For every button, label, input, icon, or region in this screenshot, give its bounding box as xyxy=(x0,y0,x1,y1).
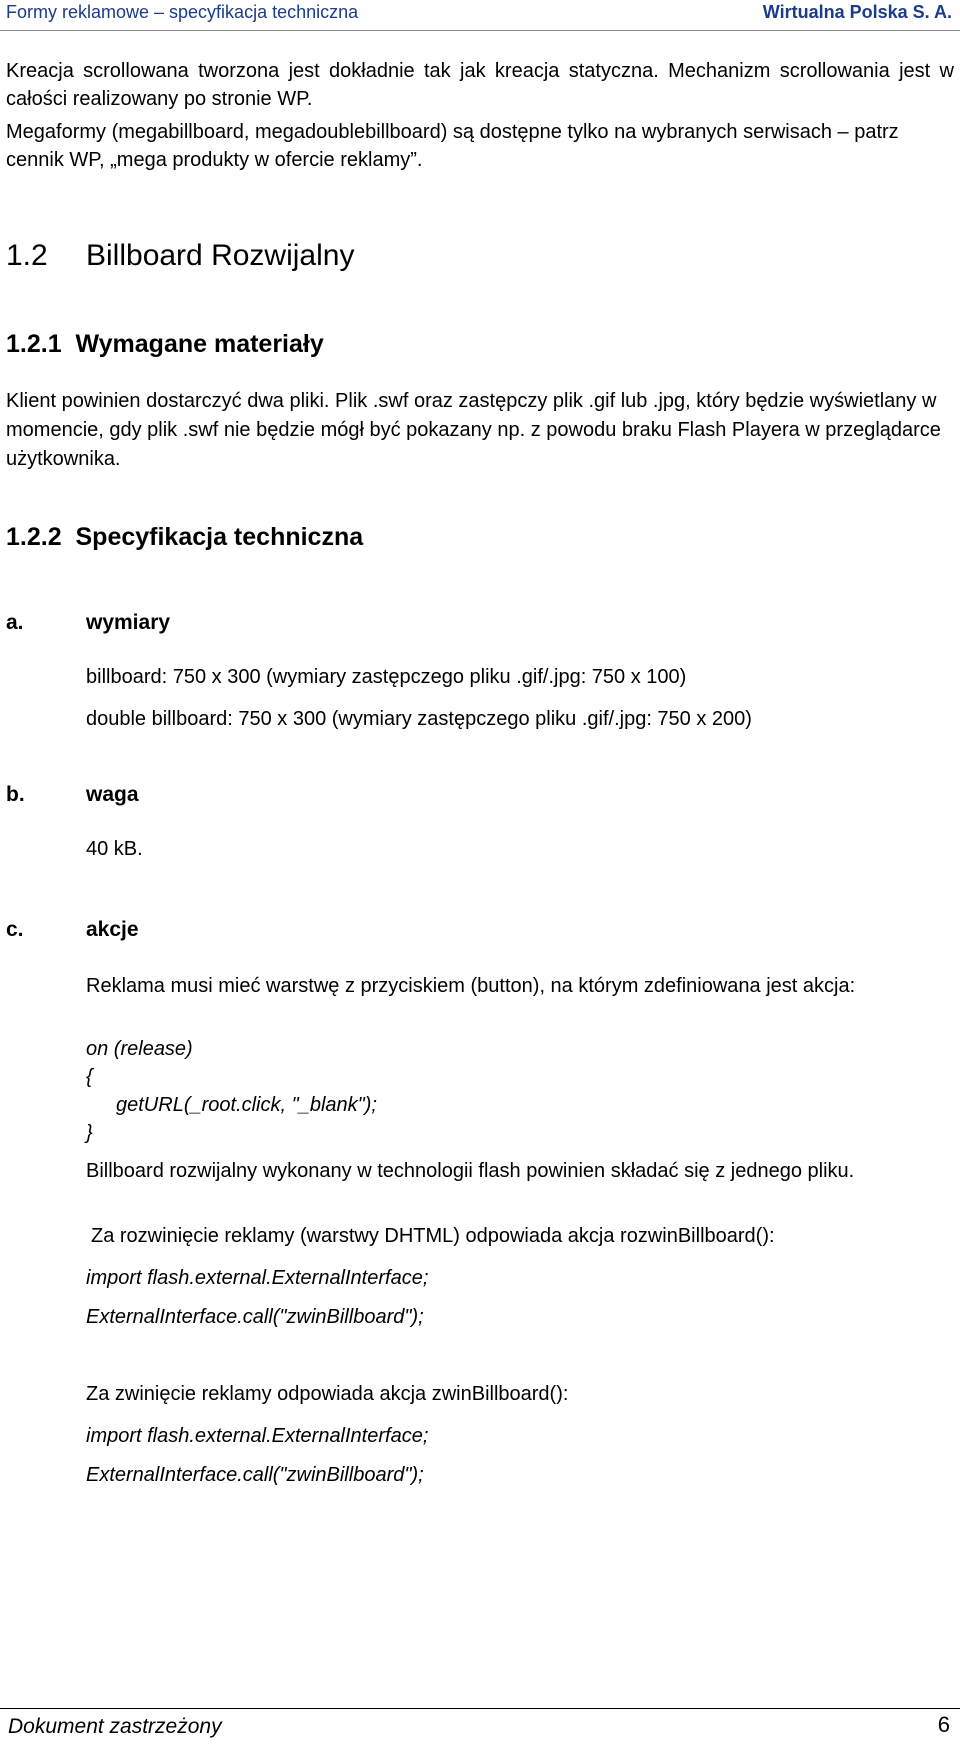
spec-c-label: c. xyxy=(6,918,24,941)
expand-action-text: Za rozwinięcie reklamy (warstwy DHTML) odpowiada akcja rozwinBillboard(): xyxy=(91,1225,775,1247)
collapse-action-text: Za zwinięcie reklamy odpowiada akcja zwinBillboard(): xyxy=(86,1383,569,1405)
code-geturl: getURL(_root.click, "_blank"); xyxy=(116,1094,377,1116)
code-on-release: on (release) xyxy=(86,1038,193,1060)
collapse-call: ExternalInterface.call("zwinBillboard"); xyxy=(86,1464,424,1486)
spec-b-weight: 40 kB. xyxy=(86,838,143,860)
intro-paragraph-scroll: Kreacja scrollowana tworzona jest dokładnie tak jak kreacja statyczna. Mechanizm scrollowania jest w całości realizowany po stronie WP. xyxy=(6,60,954,110)
collapse-import: import flash.external.ExternalInterface; xyxy=(86,1425,429,1447)
intro-paragraph-megaforms: Megaformy (megabillboard, megadoublebillboard) są dostępne tylko na wybranych serwisach – patrz cennik WP, „mega produkty w ofercie reklamy”. xyxy=(6,121,899,171)
spec-c-text: Reklama musi mieć warstwę z przyciskiem (button), na którym zdefiniowana jest akcja: xyxy=(86,975,856,997)
spec-c-flash-note: Billboard rozwijalny wykonany w technologii flash powinien składać się z jednego pliku. xyxy=(86,1160,855,1182)
spec-c-title: akcje xyxy=(86,918,139,941)
spec-b-label: b. xyxy=(6,783,25,806)
spec-b-title: waga xyxy=(86,783,139,806)
subsection-spec-heading: 1.2.2 Specyfikacja techniczna xyxy=(6,523,364,551)
spec-a-title: wymiary xyxy=(86,611,171,634)
footer-divider xyxy=(0,1708,960,1709)
section-number: 1.2 xyxy=(6,239,48,272)
section-title: Billboard Rozwijalny xyxy=(86,239,355,272)
footer-confidential: Dokument zastrzeżony xyxy=(8,1715,222,1738)
spec-a-billboard: billboard: 750 x 300 (wymiary zastępczego pliku .gif/.jpg: 750 x 100) xyxy=(86,666,687,688)
header-divider xyxy=(0,30,960,31)
spec-a-double-billboard: double billboard: 750 x 300 (wymiary zastępczego pliku .gif/.jpg: 750 x 200) xyxy=(86,708,752,730)
page-header xyxy=(0,0,960,40)
page-number: 6 xyxy=(937,1712,950,1737)
code-open-brace: { xyxy=(86,1066,93,1088)
code-close-brace: } xyxy=(86,1122,93,1144)
spec-a-label: a. xyxy=(6,611,24,634)
expand-call: ExternalInterface.call("zwinBillboard"); xyxy=(86,1306,424,1328)
materials-text: Klient powinien dostarczyć dwa pliki. Plik .swf oraz zastępczy plik .gif lub .jpg, który będzie wyświetlany w momencie, gdy plik .swf nie będzie mógł być pokazany np. z powodu braku Flash Playera w przeglądarce użytkownika. xyxy=(6,390,941,470)
header-company: Wirtualna Polska S. A. xyxy=(762,2,952,22)
expand-import: import flash.external.ExternalInterface; xyxy=(86,1267,429,1289)
subsection-materials-heading: 1.2.1 Wymagane materiały xyxy=(6,330,324,358)
header-document-title: Formy reklamowe – specyfikacja techniczna xyxy=(6,2,359,22)
